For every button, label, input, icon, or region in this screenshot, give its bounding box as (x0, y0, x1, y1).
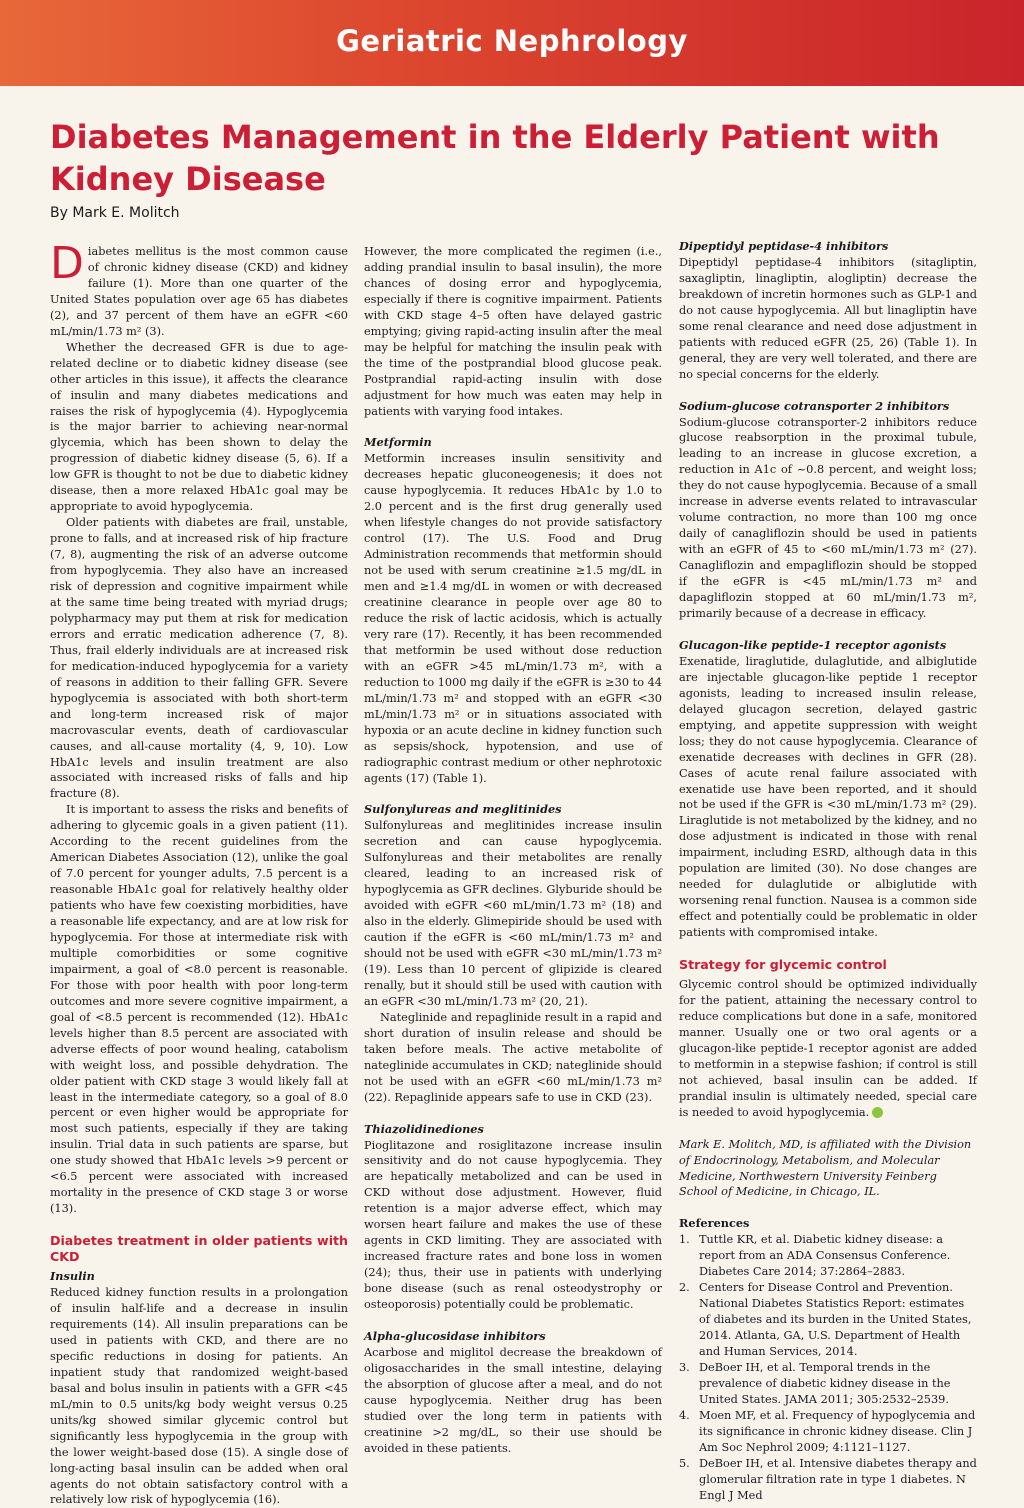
header-banner (0, 0, 1024, 86)
paragraph: Dipeptidyl peptidase-4 inhibitors (sitagliptin, saxagliptin, linagliptin, alogliptin) decrease the breakdown of incretin hormones such as GLP-1 and do not cause hypoglycemia. All but linagliptin have some renal clearance and need dose adjustment in patients with reduced eGFR (25, 26) (Table 1). In general, they are very well tolerated, and there are no special concerns for the elderly. (679, 255, 977, 381)
paragraph: Reduced kidney function results in a prolongation of insulin half-life and a decrease in insulin requirements (14). All insulin preparations can be used in patients with CKD, and there are no specific reductions in dosing for patients. An inpatient study that randomized weight-based basal and bolus insulin in patients with a GFR <45 mL/min to 0.5 units/kg body weight versus 0.25 units/kg showed similar glycemic control but significantly less hypoglycemia in the group with the lower weight-based dose (15). A single dose of long-acting basal insulin can be added when oral agents do not obtain satisfactory control with a relatively low risk of hypoglycemia (16). (50, 1286, 348, 1507)
paragraph: Older patients with diabetes are frail, unstable, prone to falls, and at increased risk of hip fracture (7, 8), augmenting the risk of an adverse outcome from hypoglycemia. They also have an increased risk of depression and cognitive impairment while at the same time being treated with myriad drugs; polypharmacy may put them at risk for medication errors and erratic medication adherence (7, 8). Thus, frail elderly individuals are at increased risk for medication-induced hypoglycemia for a variety of reasons in addition to their falling GFR. Severe hypoglycemia is associated with both short-term and long-term increased risk of major macrovascular events, death of cardiovascular causes, and all-cause mortality (4, 9, 10). Low HbA1c levels and insulin treatment are also associated with increased risks of falls and hip fracture (8). (50, 516, 348, 801)
subheading-thiazolidinediones: Thiazolidinediones (364, 1121, 484, 1136)
reference-item: 3. DeBoer IH, et al. Temporal trends in the prevalence of diabetic kidney disease in the United States. JAMA 2011; 305:2532–2539. (679, 1361, 951, 1406)
reference-item: 1. Tuttle KR, et al. Diabetic kidney disease: a report from an ADA Consensus Conference. Diabetes Care 2014; 37:2864–2883. (679, 1233, 951, 1279)
byline: By Mark E. Molitch (50, 205, 180, 221)
paragraph (679, 977, 977, 1121)
paragraph-text: iabetes mellitus is the most common cause of chronic kidney disease (CKD) and kidney failure (1). More than one quarter of the United States population over age 65 has diabetes (2), and 37 percent of them have an eGFR <60 mL/min/1.73 m² (3). (50, 245, 348, 338)
subheading-glp1: Glucagon-like peptide-1 receptor agonists (679, 637, 947, 652)
paragraph: Whether the decreased GFR is due to age-related decline or to diabetic kidney disease (see other articles in this issue), it affects the clearance of insulin and many diabetes medications and raises the risk of hypoglycemia (4). Hypoglycemia is the major barrier to achieving near-normal glycemia, which has been shown to delay the progression of diabetic kidney disease (5, 6). If a low GFR is thought to not be due to diabetic kidney disease, then a more relaxed HbA1c goal may be appropriate to avoid hypoglycemia. (50, 340, 348, 514)
intro-paragraph (50, 238, 348, 340)
drop-cap: D (50, 238, 84, 289)
column-1 (50, 238, 348, 1508)
column-2 (364, 244, 662, 1457)
references-list (679, 1232, 977, 1503)
paragraph: Nateglinide and repaglinide result in a rapid and short duration of insulin release and should be taken before meals. The active metabolite of nateglinide accumulates in CKD; nateglinide should not be used with an eGFR <60 mL/min/1.73 m² (22). Repaglinide appears safe to use in CKD (23). (364, 1010, 662, 1104)
paragraph: Sulfonylureas and meglitinides increase insulin secretion and can cause hypoglycemia. Sulfonylureas and their metabolites are renally cleared, leading to an increased risk of hypoglycemia as GFR declines. Glyburide should be avoided with eGFR <60 mL/min/1.73 m² (18) and also in the elderly. Glimepiride should be used with caution if the eGFR is <60 mL/min/1.73 m² and should not be used with eGFR <30 mL/min/1.73 m² (19). Less than 10 percent of glipizide is cleared renally, but it should still be used with caution with an eGFR <30 mL/min/1.73 m² (20, 21). (364, 819, 662, 1008)
section-title: Geriatric Nephrology (336, 24, 688, 58)
paragraph: However, the more complicated the regimen (i.e., adding prandial insulin to basal insulin), the more chances of dosing error and hypoglycemia, especially if there is cognitive impairment. Patients with CKD stage 4–5 often have delayed gastric emptying; giving rapid-acting insulin after the meal may be helpful for matching the insulin peak with the time of the postprandial blood glucose peak. Postprandial rapid-acting insulin with dose adjustment for how much was eaten may help in patients with varying food intakes. (364, 245, 662, 418)
subheading-metformin: Metformin (364, 435, 432, 450)
paragraph: Sodium-glucose cotransporter-2 inhibitors reduce glucose reabsorption in the proximal tubule, leading to an increase in glucose excretion, a reduction in A1c of ~0.8 percent, and weight loss; they do not cause hypoglycemia. Because of a small increase in adverse events related to intravascular volume contraction, no more than 100 mg once daily of canagliflozin should be used in patients with an eGFR of 45 to <60 mL/min/1.73 m² (27). Canagliflozin and empagliflozin should be stopped if the eGFR is <45 mL/min/1.73 m² and dapagliflozin stopped at 60 mL/min/1.73 m², primarily because of a decrease in efficacy. (679, 415, 977, 620)
subheading-sglt2: Sodium-glucose cotransporter 2 inhibitors (679, 398, 950, 413)
column-3 (679, 239, 977, 1504)
subheading-sulfonylureas: Sulfonylureas and meglitinides (364, 802, 562, 817)
paragraph-text: Glycemic control should be optimized individually for the patient, attaining the necessary control to reduce complications but done in a safe, monitored manner. Usually one or two oral agents or a glucagon-like peptide-1 receptor agonist are added to metformin in a stepwise fashion; if control is still not achieved, basal insulin can be added. If prandial insulin is ultimately needed, special care is needed to avoid hypoglycemia. (679, 978, 977, 1119)
paragraph: Metformin increases insulin sensitivity and decreases hepatic gluconeogenesis; it does not cause hypoglycemia. It reduces HbA1c by 1.0 to 2.0 percent and is the first drug generally used when lifestyle changes do not provide satisfactory control (17). The U.S. Food and Drug Administration recommends that metformin should not be used with serum creatinine ≥1.5 mg/dL in men and ≥1.4 mg/dL in women or with decreased creatinine clearance in people over age 80 to reduce the risk of lactic acidosis, which is actually very rare (17). Recently, it has been recommended that metformin be used without dose reduction with an eGFR >45 mL/min/1.73 m², with a reduction to 1000 mg daily if the eGFR is ≥30 to 44 mL/min/1.73 m² and stopped with an eGFR <30 mL/min/1.73 m² or in situations associated with hypoxia or an acute decline in kidney function such as sepsis/shock, hypotension, and use of radiographic contrast medium or other nephrotoxic agents (17) (Table 1). (364, 452, 662, 785)
section-heading-treatment: Diabetes treatment in older patients with CKD (50, 1233, 348, 1265)
paragraph: Exenatide, liraglutide, dulaglutide, and albiglutide are injectable glucagon-like peptide 1 receptor agonists, leading to increased insulin release, delayed glucagon secretion, delayed gastric emptying, and appetite suppression with weight loss; they do not cause hypoglycemia. Clearance of exenatide decreases with declines in GFR (28). Cases of acute renal failure associated with exenatide use have been reported, and it should not be used if the GFR is <30 mL/min/1.73 m² (29). Liraglutide is not metabolized by the kidney, and no dose adjustment is indicated in those with renal impairment, including ESRD, although data in this population are limited (30). No dose changes are needed for dulaglutide or albiglutide with worsening renal function. Nausea is a common side effect and potentially could be problematic in older patients with compromised intake. (679, 654, 977, 940)
paragraph: Pioglitazone and rosiglitazone increase insulin sensitivity and do not cause hypoglycemia. They are hepatically metabolized and can be used in CKD without dose adjustment. However, fluid retention is a major adverse effect, which may worsen heart failure and makes the use of these agents in CKD limiting. They are associated with increased fracture rates and bone loss in women (24); thus, their use in patients with underlying bone disease (such as renal osteodystrophy or osteoporosis) potentially could be problematic. (364, 1138, 662, 1312)
reference-item: 5. DeBoer IH, et al. Intensive diabetes therapy and glomerular filtration rate in type 1 diabetes. N Engl J Med (679, 1456, 977, 1502)
end-of-article-icon (872, 1107, 883, 1118)
paragraph: Acarbose and miglitol decrease the breakdown of oligosaccharides in the small intestine, delaying the absorption of glucose after a meal, and do not cause hypoglycemia. Neither drug has been studied over the long term in patients with creatinine >2 mg/dL, so their use should be avoided in these patients. (364, 1345, 662, 1455)
section-heading-strategy: Strategy for glycemic control (679, 957, 887, 973)
subheading-dpp4: Dipeptidyl peptidase-4 inhibitors (679, 239, 889, 253)
author-affiliation: Mark E. Molitch, MD, is affiliated with the Division of Endocrinology, Metabolism, and Molecular Medicine, Northwestern University Feinberg School of Medicine, in Chicago, IL. (679, 1137, 972, 1199)
paragraph: It is important to assess the risks and benefits of adhering to glycemic goals in a given patient (11). According to the recent guidelines from the American Diabetes Association (12), unlike the goal of 7.0 percent for younger adults, 7.5 percent is a reasonable HbA1c goal for relatively healthy older patients who have few coexisting morbidities, have a reasonable life expectancy, and are at low risk for hypoglycemia. For those at intermediate risk with multiple comorbidities or some cognitive impairment, a goal of <8.0 percent is reasonable. For those with poor health with poor long-term outcomes and more severe cognitive impairment, a goal of <8.5 percent is recommended (12). HbA1c levels higher than 8.5 percent are associated with adverse effects of poor wound healing, catabolism with weight loss, and possible dehydration. The older patient with CKD stage 3 would likely fall at least in the intermediate category, so a goal of 8.0 percent or even higher would be appropriate for most such patients, especially if they are taking insulin. Trial data in such patients are sparse, but one study showed that HbA1c levels >9 percent or <6.5 percent were associated with increased mortality in the presence of CKD stage 3 or worse (13). (50, 803, 348, 1216)
reference-item: 4. Moen MF, et al. Frequency of hypoglycemia and its significance in chronic kidney disease. Clin J Am Soc Nephrol 2009; 4:1121–1127. (679, 1408, 976, 1454)
article-title: Diabetes Management in the Elderly Patient with Kidney Disease (50, 118, 940, 198)
reference-item: 2. Centers for Disease Control and Prevention. National Diabetes Statistics Report: estimates of diabetes and its burden in the United States, 2014. Atlanta, GA, U.S. Department of Health and Human Services, 2014. (679, 1281, 972, 1359)
subheading-alpha-glucosidase: Alpha-glucosidase inhibitors (364, 1329, 546, 1343)
subheading-insulin: Insulin (50, 1269, 95, 1284)
references-heading: References (679, 1216, 750, 1231)
